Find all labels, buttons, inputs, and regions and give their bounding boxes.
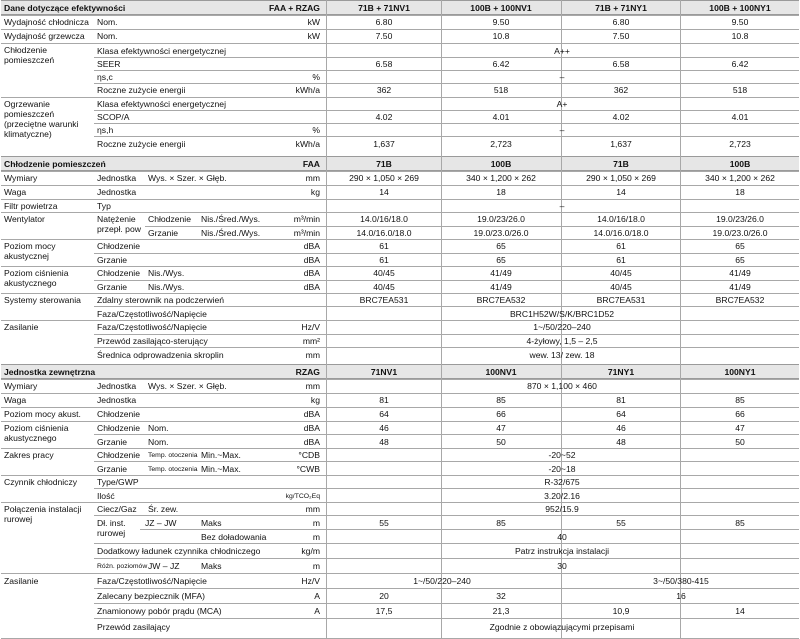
value-cell: 14.0/16/18.0 [597, 214, 645, 224]
row-divider [1, 573, 799, 574]
value-cell: 362 [376, 85, 392, 95]
row-divider [1, 421, 799, 422]
value-cell: -20~52 [548, 450, 576, 460]
row-divider [140, 529, 799, 530]
value-cell: BRC7EA531 [596, 295, 646, 305]
unit: dBA [303, 423, 320, 433]
row-sublabel: Zalecany bezpiecznik (MFA) [97, 591, 205, 601]
value-cell: 55 [616, 518, 626, 528]
unit: dBA [303, 282, 320, 292]
row-divider [94, 334, 799, 335]
column-header: 71B + 71NV1 [358, 3, 410, 13]
row-sublabel: Roczne zużycie energii [97, 85, 186, 95]
value-cell: 40/45 [610, 282, 632, 292]
model-pair-label: FAA [302, 159, 320, 169]
value-cell: 65 [735, 241, 745, 251]
row-divider [94, 110, 799, 111]
row-divider [1, 199, 799, 200]
row-sublabel: ηs,c [97, 72, 113, 82]
row-label: Zasilanie [4, 576, 39, 586]
value-cell: 41/49 [490, 268, 512, 278]
row-divider [1, 43, 799, 44]
row-divider [94, 70, 799, 71]
row-divider [1, 29, 799, 30]
value-cell: 40/45 [610, 268, 632, 278]
value-cell: 46 [379, 423, 389, 433]
value-cell: 81 [616, 395, 626, 405]
value-cell: 7.50 [612, 31, 630, 41]
row-divider [94, 57, 799, 58]
unit: mm [305, 381, 320, 391]
column-header: 71B [376, 159, 392, 169]
value-cell: 85 [496, 395, 506, 405]
value-cell: 290 × 1,050 × 269 [586, 173, 656, 183]
value-cell: 65 [496, 241, 506, 251]
unit: Hz/V [301, 576, 320, 586]
model-pair-label: FAA + RZAG [268, 3, 320, 13]
row-sublabel: Faza/Częstotliwość/Napięcie [97, 576, 207, 586]
row-sublabel: Znamionowy pobór prądu (MCA) [97, 606, 222, 616]
value-cell: 16 [676, 591, 686, 601]
row-label: Ogrzewanie pomieszczeń (przeciętne warunki klimatyczne) [4, 99, 79, 139]
row-sublabel: Chłodzenie [97, 450, 140, 460]
value-cell: 1~/50/220–240 [533, 322, 591, 332]
row-sublabel: Nis./Śred./Wys. [201, 214, 261, 224]
row-label: Waga [4, 187, 27, 197]
value-cell: 55 [379, 518, 389, 528]
row-sublabel: SCOP/A [97, 112, 130, 122]
value-cell: 362 [613, 85, 629, 95]
row-sublabel: Grzanie [148, 228, 179, 238]
value-cell: 19.0/23/26.0 [716, 214, 764, 224]
row-sublabel: Klasa efektywności energetycznej [97, 99, 226, 109]
row-sublabel: Chłodzenie [148, 214, 191, 224]
unit: dBA [303, 409, 320, 419]
value-cell: 17,5 [375, 606, 393, 616]
row-label: Zakres pracy [4, 450, 54, 460]
value-cell: 2,723 [729, 139, 751, 149]
value-cell: 20 [379, 591, 389, 601]
value-cell: 6.80 [375, 17, 393, 27]
row-divider [1, 212, 799, 213]
value-cell: 19.0/23.0/26.0 [473, 228, 529, 238]
value-cell: 65 [735, 255, 745, 265]
value-cell: 1~/50/220–240 [413, 576, 471, 586]
column-header: 100B [729, 159, 751, 169]
value-cell: 6.80 [612, 17, 630, 27]
value-cell: – [559, 201, 565, 211]
value-cell: 3.20/2.16 [544, 491, 580, 501]
value-cell: 10.8 [492, 31, 510, 41]
value-cell: 4.01 [731, 112, 749, 122]
value-cell: 19.0/23/26.0 [477, 214, 525, 224]
row-sublabel: Min.~Max. [201, 464, 241, 474]
row-divider [94, 515, 799, 516]
unit: mm² [302, 336, 320, 346]
value-cell: 85 [735, 518, 745, 528]
column-header: 100B + 100NV1 [470, 3, 532, 13]
value-cell: 41/49 [729, 268, 751, 278]
row-sublabel: Ilość [97, 491, 115, 501]
value-cell: 6.58 [612, 59, 630, 69]
row-sublabel: Dł. inst. rurowej [97, 518, 126, 538]
row-sublabel: Faza/Częstotliwość/Napięcie [97, 322, 207, 332]
column-header: 100NV1 [485, 367, 517, 377]
row-sublabel: Chłodzenie [97, 409, 140, 419]
value-cell: 10,9 [612, 606, 630, 616]
value-cell: 18 [496, 187, 506, 197]
value-cell: BRC7EA531 [359, 295, 409, 305]
value-cell: 518 [493, 85, 509, 95]
value-cell: 41/49 [490, 282, 512, 292]
row-divider [94, 136, 799, 137]
unit: % [312, 72, 320, 82]
row-sublabel: Klasa efektywności energetycznej [97, 46, 226, 56]
unit: m³/min [293, 214, 320, 224]
value-cell: 40 [557, 532, 567, 542]
value-cell: 14.0/16.0/18.0 [356, 228, 412, 238]
value-cell: 6.58 [375, 59, 393, 69]
value-cell: 14 [379, 187, 389, 197]
row-label: Wymiary [4, 381, 38, 391]
row-label: Poziom mocy akust. [4, 409, 81, 419]
row-sublabel: Chłodzenie [97, 423, 140, 433]
row-sublabel: Jednostka [97, 395, 137, 405]
row-label: Chłodzenie pomieszczeń [4, 45, 55, 65]
value-cell: 290 × 1,050 × 269 [349, 173, 419, 183]
value-cell: 18 [735, 187, 745, 197]
row-divider [94, 558, 799, 559]
row-divider [94, 603, 799, 604]
row-divider [94, 588, 799, 589]
value-cell: BRC7EA532 [476, 295, 526, 305]
row-divider [1, 239, 799, 240]
row-sublabel: Natężenie przepł. pow [97, 214, 141, 234]
row-sublabel: JW – JZ [148, 561, 180, 571]
row-sublabel: Nis./Wys. [148, 282, 185, 292]
value-cell: 4-żyłowy, 1,5 – 2,5 [526, 336, 598, 346]
value-cell: 3~/50/380-415 [653, 576, 709, 586]
row-sublabel: Dodatkowy ładunek czynnika chłodniczego [97, 546, 261, 556]
row-sublabel: Ciecz/Gaz [97, 504, 137, 514]
row-divider [1, 475, 799, 476]
row-sublabel: Nom. [148, 423, 169, 433]
row-sublabel: Grzanie [97, 437, 128, 447]
value-cell: BRC1H52W/S/K/BRC1D52 [509, 309, 615, 319]
unit: m [312, 561, 320, 571]
unit: kg [310, 187, 320, 197]
unit: kW [307, 17, 320, 27]
row-label: Poziom mocy akustycznej [4, 241, 56, 261]
row-label: Poziom ciśnienia akustycznego [4, 268, 69, 288]
unit: dBA [303, 255, 320, 265]
row-sublabel: ηs,h [97, 125, 114, 135]
value-cell: 1,637 [610, 139, 632, 149]
row-sublabel: Roczne zużycie energii [97, 139, 186, 149]
row-divider [94, 618, 799, 619]
value-cell: 50 [735, 437, 745, 447]
row-divider [1, 502, 799, 503]
value-cell: 66 [496, 409, 506, 419]
value-cell: 85 [735, 395, 745, 405]
value-cell: 48 [379, 437, 389, 447]
value-cell: 40/45 [373, 282, 395, 292]
row-divider [1, 97, 799, 98]
row-sublabel: Bez doładowania [201, 532, 267, 542]
row-divider [94, 123, 799, 124]
value-cell: 66 [735, 409, 745, 419]
section-title: Dane dotyczące efektywności [4, 3, 126, 13]
row-label: Filtr powietrza [4, 201, 58, 211]
row-divider [1, 448, 799, 449]
unit: kWh/a [295, 85, 320, 95]
value-cell: -20~18 [548, 464, 576, 474]
row-divider [94, 434, 799, 435]
row-label: Wentylator [4, 214, 45, 224]
row-sublabel: Różn. poziomów [97, 563, 148, 570]
row-label: Wydajność chłodnicza [4, 17, 89, 27]
value-cell: 64 [379, 409, 389, 419]
value-cell: 952/15.9 [545, 504, 579, 514]
unit: dBA [303, 241, 320, 251]
row-divider [1, 15, 799, 16]
value-cell: 46 [616, 423, 626, 433]
row-divider [94, 280, 799, 281]
value-cell: Patrz instrukcja instalacji [514, 546, 610, 556]
value-cell: 47 [496, 423, 506, 433]
row-sublabel: Faza/Częstotliwość/Napięcie [97, 309, 207, 319]
row-divider [94, 83, 799, 84]
unit: mm [305, 504, 320, 514]
row-sublabel: Typ [97, 201, 111, 211]
model-pair-label: RZAG [295, 367, 320, 377]
row-divider [94, 253, 799, 254]
row-sublabel: Jednostka [97, 187, 137, 197]
row-divider [1, 320, 799, 321]
row-sublabel: Śr. zew. [148, 504, 179, 514]
column-header: 71NV1 [370, 367, 398, 377]
unit: kg [310, 395, 320, 405]
value-cell: 7.50 [375, 31, 393, 41]
row-sublabel: Chłodzenie [97, 241, 140, 251]
row-divider [94, 306, 799, 307]
unit: m [312, 518, 320, 528]
value-cell: 14.0/16/18.0 [360, 214, 408, 224]
column-header: 71B [613, 159, 629, 169]
value-cell: 2,723 [490, 139, 512, 149]
value-cell: 65 [496, 255, 506, 265]
value-cell: 64 [616, 409, 626, 419]
value-cell: A+ [556, 99, 568, 109]
row-label: Zasilanie [4, 322, 39, 332]
unit: kg/m [301, 546, 320, 556]
row-label: Wydajność grzewcza [4, 31, 85, 41]
row-sublabel: Jednostka [97, 381, 137, 391]
value-cell: 340 × 1,200 × 262 [705, 173, 775, 183]
unit: mm [305, 173, 320, 183]
grid-line [441, 0, 442, 364]
row-sublabel: Temp. otoczenia [148, 466, 198, 473]
row-divider [1, 293, 799, 294]
value-cell: 61 [616, 255, 626, 265]
column-header: 100B + 100NY1 [709, 3, 771, 13]
value-cell: 9.50 [492, 17, 510, 27]
row-sublabel: Min.~Max. [201, 450, 241, 460]
value-cell: 21,3 [492, 606, 510, 616]
unit: A [314, 606, 320, 616]
row-sublabel: Maks [201, 561, 222, 571]
column-header: 100B [490, 159, 512, 169]
value-cell: 4.01 [492, 112, 510, 122]
unit: dBA [303, 268, 320, 278]
row-sublabel: Nom. [97, 31, 118, 41]
value-cell: 4.02 [612, 112, 630, 122]
unit: dBA [303, 437, 320, 447]
row-divider [1, 379, 799, 380]
value-cell: – [559, 125, 565, 135]
row-sublabel: Nom. [97, 17, 118, 27]
row-divider [1, 266, 799, 267]
row-sublabel: Type/GWP [97, 477, 139, 487]
row-label: Czynnik chłodniczy [4, 477, 78, 487]
value-cell: 81 [379, 395, 389, 405]
value-cell: A++ [554, 46, 570, 56]
row-label: Połączenia instalacji rurowej [4, 504, 82, 524]
section-title: Jednostka zewnętrzna [4, 367, 96, 377]
unit: mm [305, 350, 320, 360]
value-cell: 85 [496, 518, 506, 528]
unit: % [312, 125, 320, 135]
unit: kWh/a [295, 139, 320, 149]
row-divider [94, 461, 799, 462]
row-sublabel: Zdalny sterownik na podczerwień [97, 295, 225, 305]
column-header: 100NY1 [724, 367, 756, 377]
row-sublabel: Nis./Wys. [148, 268, 185, 278]
row-label: Systemy sterowania [4, 295, 81, 305]
unit: °CDB [298, 450, 320, 460]
unit: kg/TCO₂Eq [285, 493, 320, 500]
row-divider [94, 543, 799, 544]
value-cell: 40/45 [373, 268, 395, 278]
row-sublabel: Wys. × Szer. × Głęb. [148, 381, 227, 391]
value-cell: wew. 13/ zew. 18 [529, 350, 595, 360]
row-divider [1, 185, 799, 186]
value-cell: 61 [379, 255, 389, 265]
row-label: Wymiary [4, 173, 38, 183]
unit: Hz/V [301, 322, 320, 332]
row-sublabel: Grzanie [97, 464, 128, 474]
row-sublabel: Przewód zasilająco-sterujący [97, 336, 208, 346]
value-cell: 14.0/16.0/18.0 [593, 228, 649, 238]
value-cell: 61 [616, 241, 626, 251]
row-label: Waga [4, 395, 27, 405]
row-sublabel: Grzanie [97, 282, 128, 292]
value-cell: 19.0/23.0/26.0 [712, 228, 768, 238]
value-cell: 9.50 [731, 17, 749, 27]
column-header: 71NY1 [607, 367, 635, 377]
value-cell: 50 [496, 437, 506, 447]
value-cell: 14 [735, 606, 745, 616]
row-label: Poziom ciśnienia akustycznego [4, 423, 69, 443]
value-cell: 14 [616, 187, 626, 197]
value-cell: 32 [496, 591, 506, 601]
row-sublabel: Wys. × Szer. × Głęb. [148, 173, 227, 183]
row-divider [145, 226, 799, 227]
value-cell: – [559, 72, 565, 82]
unit: °CWB [296, 464, 320, 474]
value-cell: 870 × 1,100 × 460 [527, 381, 597, 391]
unit: m³/min [293, 228, 320, 238]
value-cell: 61 [379, 241, 389, 251]
row-sublabel: Temp. otoczenia [148, 452, 198, 459]
unit: kW [307, 31, 320, 41]
row-divider [1, 171, 799, 172]
value-cell: 518 [732, 85, 748, 95]
row-sublabel: Chłodzenie [97, 268, 140, 278]
row-sublabel: Jednostka [97, 173, 137, 183]
value-cell: R-32/675 [544, 477, 580, 487]
value-cell: 48 [616, 437, 626, 447]
column-header: 71B + 71NY1 [595, 3, 647, 13]
grid-line [680, 0, 681, 364]
row-divider [94, 488, 799, 489]
row-sublabel: JZ – JW [145, 518, 177, 528]
row-divider [1, 393, 799, 394]
row-sublabel: Nom. [148, 437, 169, 447]
value-cell: BRC7EA532 [715, 295, 765, 305]
unit: A [314, 591, 320, 601]
value-cell: 6.42 [492, 59, 510, 69]
value-cell: 4.02 [375, 112, 393, 122]
value-cell: 1,637 [373, 139, 395, 149]
value-cell: 30 [557, 561, 567, 571]
unit: m [312, 532, 320, 542]
section-title: Chłodzenie pomieszczeń [4, 159, 106, 169]
row-sublabel: Średnica odprowadzenia skroplin [97, 350, 224, 360]
row-divider [94, 347, 799, 348]
value-cell: 41/49 [729, 282, 751, 292]
row-sublabel: Grzanie [97, 255, 128, 265]
row-sublabel: SEER [97, 59, 121, 69]
row-divider [1, 407, 799, 408]
value-cell: 6.42 [731, 59, 749, 69]
grid-line [326, 0, 327, 364]
row-sublabel: Przewód zasilający [97, 622, 171, 632]
value-cell: 340 × 1,200 × 262 [466, 173, 536, 183]
value-cell: Zgodnie z obowiązującymi przepisami [489, 622, 635, 632]
value-cell: 10.8 [731, 31, 749, 41]
row-sublabel: Maks [201, 518, 222, 528]
value-cell: 47 [735, 423, 745, 433]
row-sublabel: Nis./Śred./Wys. [201, 228, 261, 238]
